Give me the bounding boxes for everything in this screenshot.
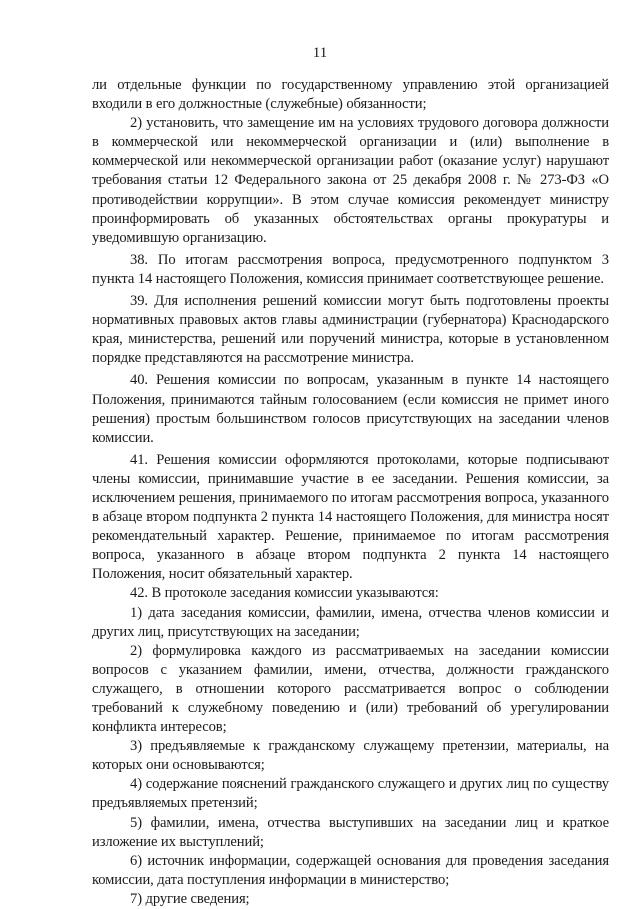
list-item-42-7: 7) другие сведения; [130,890,250,907]
list-item-42-6: 6) источник информации, содержащей основания для проведения заседания комиссии, дата поступления информации в министерство; [92,852,609,888]
list-item-42-2: 2) формулировка каждого из рассматриваемых на заседании комиссии вопросов с указанием фамилии, имени, отчества, должности гражданского служащего, в отношении которого рассматривается вопрос о соблюдении требований к служебному поведению и (или) требований об урегулировании конфликта интересов; [92,642,609,736]
list-item-42-5: 5) фамилии, имена, отчества выступивших на заседании лиц и краткое изложение их выступлений; [92,814,609,850]
paragraph-item-40: 40. Решения комиссии по вопросам, указанным в пункте 14 настоящего Положения, принимаются тайным голосованием (если комиссия не примет иного решения) простым большинством голосов присутствующих на заседании членов комиссии. [92,372,609,446]
list-item-42-3: 3) предъявляемые к гражданскому служащему претензии, материалы, на которых они основываются; [92,738,609,774]
paragraph-item-42: 42. В протоколе заседания комиссии указываются: [130,585,439,602]
list-item-42-1: 1) дата заседания комиссии, фамилии, имена, отчества членов комиссии и других лиц, присутствующих на заседании; [92,604,609,640]
paragraph-subitem-2-recommendation: 2) установить, что замещение им на условиях трудового договора должности в коммерческой или некоммерческой организации и (или) выполнение в коммерческой или некоммерческой организации работ (оказание услуг) нарушают требования статьи 12 Федерального закона от 25 декабря 2008 г. № 273-ФЗ «О противодействии коррупции». В этом случае комиссия рекомендует министру проинформировать об указанных обстоятельствах органы прокуратуры и уведомившую организацию. [92,115,609,246]
page-number: 11 [312,45,328,61]
list-item-42-4: 4) содержание пояснений гражданского служащего и других лиц по существу предъявляемых претензий; [92,776,609,812]
paragraph-item-41: 41. Решения комиссии оформляются протоколами, которые подписывают члены комиссии, принимавшие участие в ее заседании. Решения комиссии, за исключением решения, принимаемого по итогам рассмотрения вопроса, указанного в абзаце втором подпункта 2 пункта 14 настоящего Положения, для министра носят рекомендательный характер. Решение, принимаемое по итогам рассмотрения вопроса, указанного в абзаце втором подпункта 2 пункта 14 настоящего Положения, носит обязательный характер. [92,451,609,583]
paragraph-item-38: 38. По итогам рассмотрения вопроса, предусмотренного подпунктом 3 пункта 14 настоящего Положения, комиссия принимает соответствующее решение. [92,251,609,287]
document-body [92,76,609,909]
paragraph-item-39: 39. Для исполнения решений комиссии могут быть подготовлены проекты нормативных правовых актов главы администрации (губернатора) Краснодарского края, министерства, решений или поручений министра, которые в установленном порядке представляются на рассмотрение министра. [92,293,609,367]
paragraph-continuation: ли отдельные функции по государственному управлению этой организацией входили в его должностные (служебные) обязанности; [92,77,609,113]
